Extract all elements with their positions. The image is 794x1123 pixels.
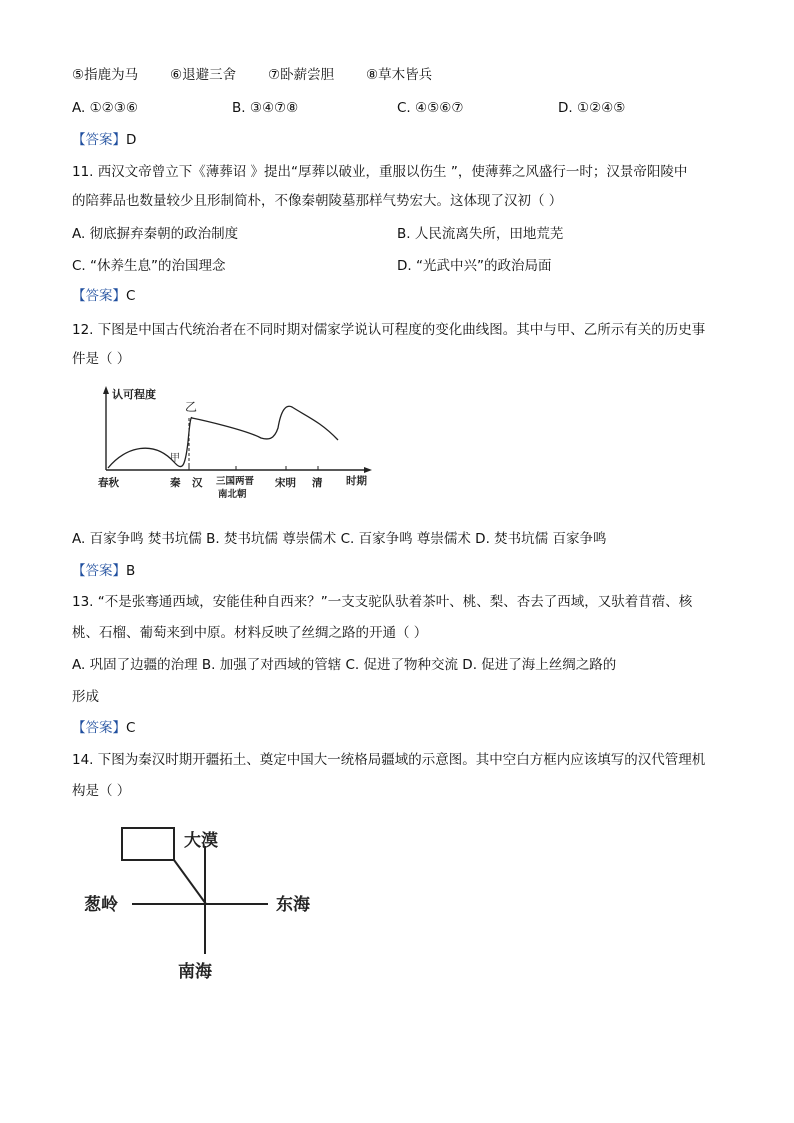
q10-option-d: D. ①②④⑤ [558, 100, 626, 116]
q13-stem-line2: 桃、石榴、葡萄来到中原。材料反映了丝绸之路的开通（ ） [72, 625, 428, 641]
answer-value: D [126, 132, 137, 148]
period-label-qing: 清 [312, 477, 323, 489]
q10-option-a: A. ①②③⑥ [72, 100, 138, 116]
west-label: 葱岭 [84, 895, 118, 915]
q10-item-8: ⑧草木皆兵 [366, 67, 433, 83]
q13-options: A. 巩固了边疆的治理 B. 加强了对西域的管辖 C. 促进了物种交流 D. 促进了海上丝绸之路的 [72, 657, 617, 673]
q14-stem-line2: 构是（ ） [72, 783, 131, 799]
south-label: 南海 [178, 962, 212, 982]
y-axis-arrow [103, 386, 109, 394]
q11-option-c: C. “休养生息”的治国理念 [72, 258, 226, 274]
q10-item-7: ⑦卧薪尝胆 [268, 67, 335, 83]
label-jia: 甲 [170, 453, 180, 464]
q10-item-5: ⑤指鹿为马 [72, 67, 139, 83]
x-axis-arrow [364, 467, 372, 473]
q10-option-c: C. ④⑤⑥⑦ [397, 100, 464, 116]
blank-box [122, 828, 174, 860]
q11-stem-line2: 的陪葬品也数量较少且形制简朴，不像秦朝陵墓那样气势宏大。这体现了汉初（ ） [72, 193, 563, 209]
q12-answer [72, 562, 135, 580]
box-connector [174, 860, 206, 904]
period-label-nanbeichao: 南北朝 [218, 489, 247, 500]
q10-item-6: ⑥退避三舍 [170, 67, 237, 83]
q12-curve-chart [96, 382, 386, 500]
q14-territory-map [80, 820, 330, 985]
answer-value: C [126, 288, 136, 304]
q14-stem-line1: 14. 下图为秦汉时期开疆拓土、奠定中国大一统格局疆域的示意图。其中空白方框内应该填写的汉代管理机 [72, 752, 706, 768]
answer-label: 【答案】 [72, 288, 126, 304]
answer-value: B [126, 563, 136, 579]
q10-option-b: B. ③④⑦⑧ [232, 100, 299, 116]
north-label: 大漠 [184, 831, 218, 851]
period-label-songming: 宋明 [275, 477, 296, 489]
q11-option-a: A. 彻底摒弃秦朝的政治制度 [72, 226, 239, 242]
q13-stem-line1: 13. “不是张骞通西域，安能佳种自西来？”一支支驼队驮着茶叶、桃、梨、杏去了西域，又驮着苜蓿、核 [72, 594, 693, 610]
y-axis-label: 认可程度 [112, 388, 156, 401]
period-label-chunqiu: 春秋 [98, 477, 119, 489]
q13-answer [72, 719, 135, 737]
q11-stem-line1: 11. 西汉文帝曾立下《薄葬诏 》提出“厚葬以破业，重服以伤生 ”，使薄葬之风盛行一时；汉景帝阳陵中 [72, 164, 688, 180]
q12-stem-line2: 件是（ ） [72, 351, 131, 367]
period-label-qin: 秦 [170, 477, 181, 489]
period-label-han: 汉 [192, 477, 203, 489]
acceptance-curve [108, 406, 338, 468]
q12-stem-line1: 12. 下图是中国古代统治者在不同时期对儒家学说认可程度的变化曲线图。其中与甲、乙所示有关的历史事 [72, 322, 706, 338]
label-yi: 乙 [185, 400, 198, 414]
q13-options-tail: 形成 [72, 689, 99, 705]
x-axis-label: 时期 [346, 475, 367, 487]
answer-label: 【答案】 [72, 132, 126, 148]
period-label-sanguo: 三国两晋 [216, 476, 255, 487]
answer-label: 【答案】 [72, 563, 126, 579]
answer-value: C [126, 720, 136, 736]
q12-options: A. 百家争鸣 焚书坑儒 B. 焚书坑儒 尊崇儒术 C. 百家争鸣 尊崇儒术 D. 焚书坑儒 百家争鸣 [72, 531, 607, 547]
q10-answer [72, 131, 136, 149]
q11-option-d: D. “光武中兴”的政治局面 [397, 258, 552, 274]
answer-label: 【答案】 [72, 720, 126, 736]
east-label: 东海 [276, 895, 310, 915]
q11-option-b: B. 人民流离失所，田地荒芜 [397, 226, 564, 242]
q11-answer [72, 287, 135, 305]
